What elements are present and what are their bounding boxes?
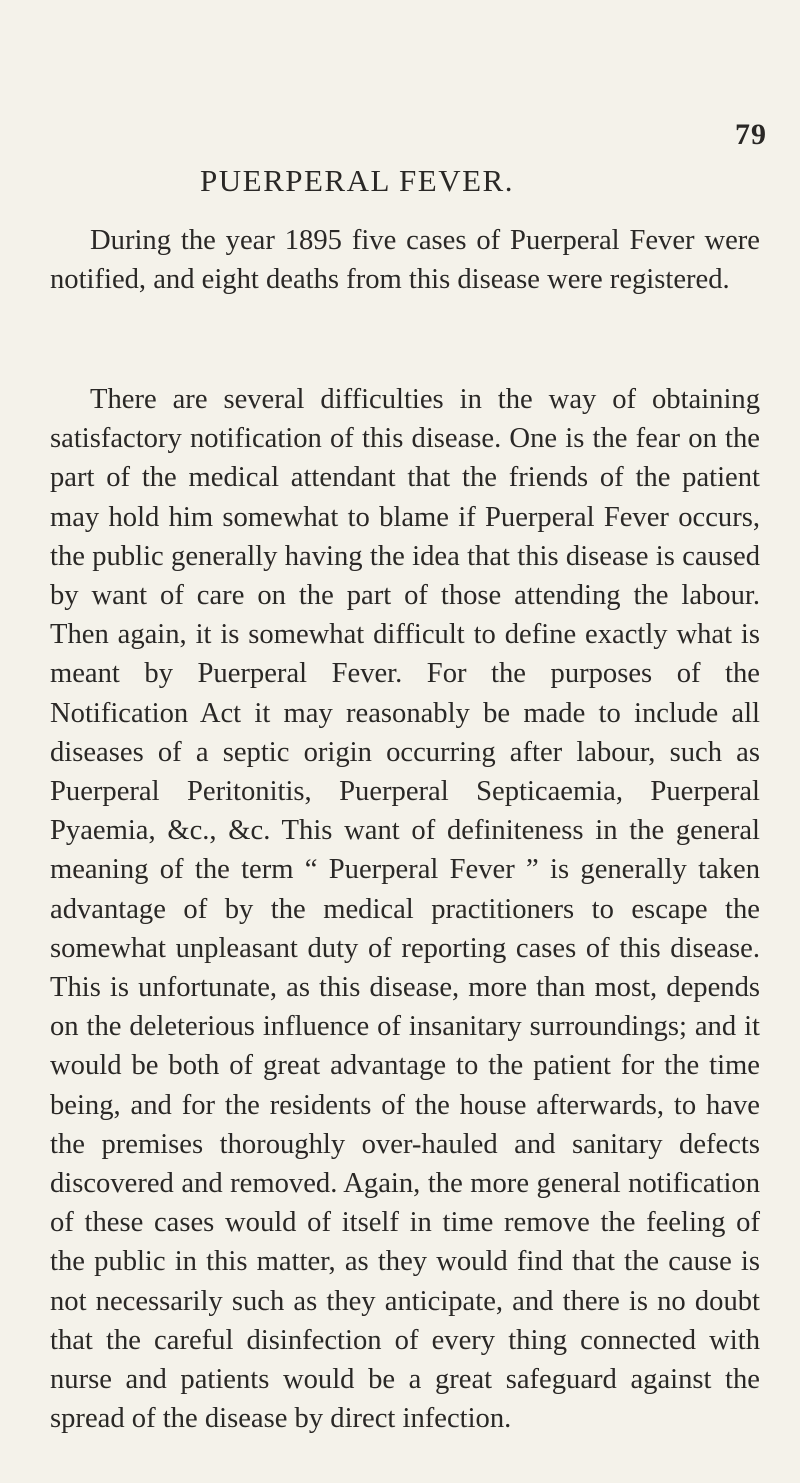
paragraph-notification-statistics: During the year 1895 five cases of Puerperal Fever were notified, and eight deaths from this disease were registered. bbox=[50, 225, 760, 296]
paragraph-notification-difficulties: There are several difficulties in the way of obtaining satisfactory notification of this disease. One is the fear on the part of the medical attendant that the friends of the patient may hold him somewhat to blame if Puerperal Fever occurs, the public generally having the idea that this disease is caused by want of care on the part of those attending the labour. Then again, it is somewhat difficult to define exactly what is meant by Puerperal Fever. For the purposes of the Notification Act it may reasonably be made to include all diseases of a septic origin occurring after labour, such as Puerperal Peritonitis, Puerperal Septicaemia, Puerperal Pyaemia, &c., &c. This want of definiteness in the general meaning of the term “ Puerperal Fever ” is generally taken advantage of by the medical practitioners to escape the somewhat unpleasant duty of reporting cases of this disease. This is unfortunate, as this disease, more than most, depends on the deleterious influence of insanitary surroundings; and it would be both of great advantage to the patient for the time being, and for the residents of the house afterwards, to have the premises thoroughly over-hauled and sanitary defects discovered and removed. Again, the more general notification of these cases would of itself in time remove the feeling of the public in this matter, as they would find that the cause is not necessarily such as they anticipate, and there is no doubt that the careful disinfection of every thing connected with nurse and patients would be a great safeguard against the spread of the disease by direct infection. bbox=[50, 384, 760, 1435]
page-number: 79 bbox=[735, 118, 767, 151]
page-title: PUERPERAL FEVER. bbox=[200, 163, 514, 198]
